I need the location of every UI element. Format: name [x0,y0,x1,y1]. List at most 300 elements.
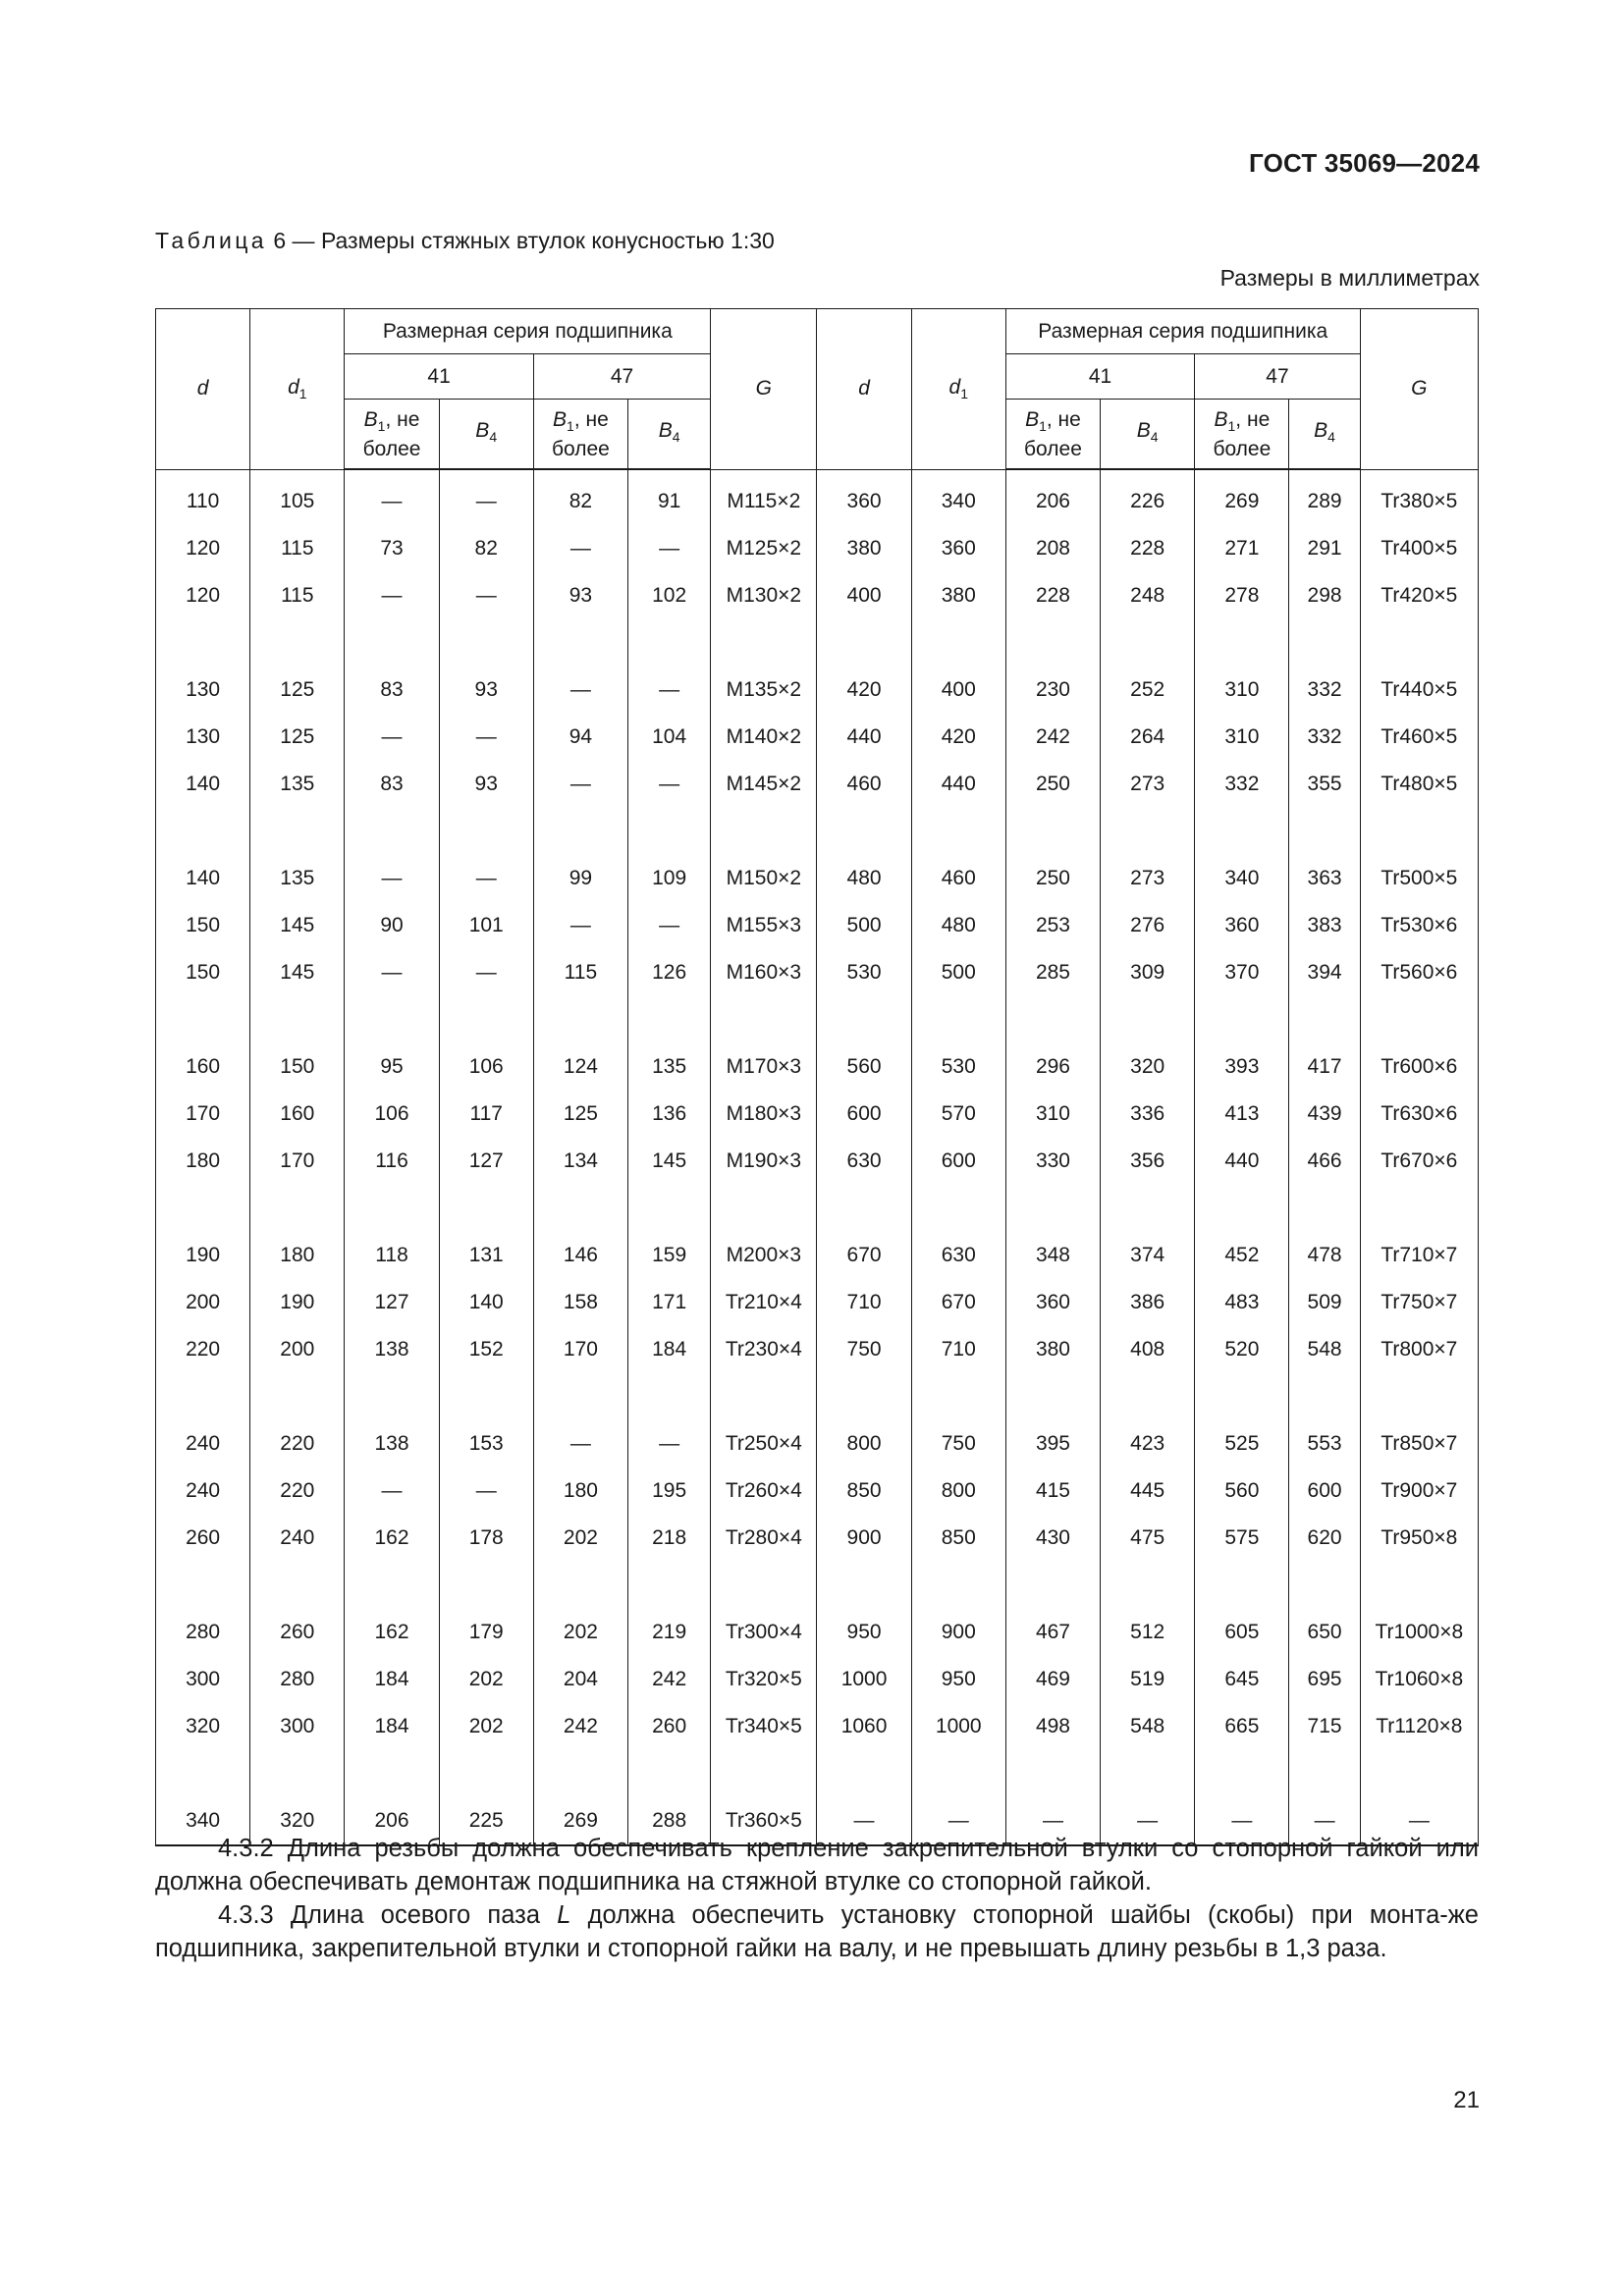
table-cell: 310 [1005,1091,1100,1138]
table-cell: 400 [911,667,1005,714]
table-cell: 162 [345,1515,439,1562]
spacer-cell [1005,1750,1100,1797]
table-cell: — [533,1420,627,1468]
table-cell: Tr500×5 [1360,855,1478,902]
col-header-series-47: 47 [1195,354,1360,400]
table-cell: 950 [911,1656,1005,1703]
table-cell: — [345,469,439,525]
table-cell: Tr1060×8 [1360,1656,1478,1703]
table-cell: 289 [1289,469,1360,525]
table-cell: 560 [817,1043,911,1091]
spacer-cell [911,1185,1005,1232]
table-title-text: 6 — Размеры стяжных втулок конусностью 1:30 [266,228,775,253]
table-cell: — [533,667,627,714]
spacer-cell [628,1750,711,1797]
table-cell: 228 [1005,572,1100,619]
spacer-cell [156,808,250,855]
table-cell: 288 [628,1797,711,1845]
spacer-cell [439,1185,533,1232]
table-cell: 269 [533,1797,627,1845]
page-number: 21 [1453,2087,1480,2113]
spacer-cell [1101,1373,1195,1420]
table-cell: 171 [628,1279,711,1326]
table-cell: 710 [817,1279,911,1326]
table-cell: 483 [1195,1279,1289,1326]
spacer-cell [817,1750,911,1797]
spacer-cell [628,996,711,1043]
table-row [156,1609,1479,1656]
col-header-series-47: 47 [533,354,710,400]
table-cell: 386 [1101,1279,1195,1326]
table-cell: 291 [1289,525,1360,572]
spacer-cell [1289,1562,1360,1609]
col-header-g: G [1360,309,1478,470]
table-cell: 105 [250,469,345,525]
table-cell: M145×2 [711,761,817,808]
spacer-cell [711,1373,817,1420]
spacer-cell [156,1373,250,1420]
table-cell: 310 [1195,667,1289,714]
spacer-cell [1101,1562,1195,1609]
spacer-cell [1101,996,1195,1043]
table-cell: 160 [156,1043,250,1091]
table-cell: 310 [1195,714,1289,761]
table-cell: 240 [156,1468,250,1515]
table-cell: 202 [533,1609,627,1656]
table-cell: 370 [1195,949,1289,996]
spacer-cell [439,996,533,1043]
table-cell: 374 [1101,1232,1195,1279]
spacer-cell [1289,996,1360,1043]
table-cell: Tr250×4 [711,1420,817,1468]
table-cell: 560 [1195,1468,1289,1515]
table-cell: — [345,572,439,619]
table-cell: 110 [156,469,250,525]
table-cell: 271 [1195,525,1289,572]
table-cell: — [628,1420,711,1468]
table-row [156,1515,1479,1562]
table-cell: — [1005,1797,1100,1845]
table-cell: 115 [250,572,345,619]
table-cell: 394 [1289,949,1360,996]
table-cell: M180×3 [711,1091,817,1138]
spacer-cell [817,619,911,667]
table-cell: — [817,1797,911,1845]
table-cell: 519 [1101,1656,1195,1703]
table-cell: 115 [533,949,627,996]
spacer-cell [628,1373,711,1420]
spacer-cell [711,808,817,855]
spacer-cell [1195,1562,1289,1609]
table-cell: 126 [628,949,711,996]
table-cell: 460 [817,761,911,808]
table-cell: — [345,949,439,996]
table-row [156,1656,1479,1703]
table-cell: 260 [156,1515,250,1562]
table-cell: 480 [817,855,911,902]
col-header-g: G [711,309,817,470]
col-header-series-41: 41 [345,354,533,400]
table-cell: 153 [439,1420,533,1468]
table-cell: — [628,667,711,714]
table-cell: Tr600×6 [1360,1043,1478,1091]
table-cell: M115×2 [711,469,817,525]
table-cell: 202 [439,1656,533,1703]
spacer-cell [1360,1373,1478,1420]
table-cell: 184 [628,1326,711,1373]
col-header-series: Размерная серия подшипника [1005,309,1360,354]
table-cell: 380 [911,572,1005,619]
table-cell: Tr440×5 [1360,667,1478,714]
spacer-cell [345,1185,439,1232]
table-cell: M150×2 [711,855,817,902]
spacer-cell [1005,1562,1100,1609]
table-cell: 162 [345,1609,439,1656]
table-cell: 475 [1101,1515,1195,1562]
table-cell: Tr340×5 [711,1703,817,1750]
table-row [156,1703,1479,1750]
spacer-cell [345,1373,439,1420]
spacer-cell [439,1750,533,1797]
table-cell: Tr400×5 [1360,525,1478,572]
table-cell: 380 [817,525,911,572]
table-cell: 130 [156,714,250,761]
paragraph-4-3-2: 4.3.2 Длина резьбы должна обеспечивать крепление закрепительной втулки со стопорной гайкой или должна обеспечивать демонтаж подшипника на стяжной втулке со стопорной гайкой. [155,1835,1479,1896]
table-cell: 850 [911,1515,1005,1562]
table-cell: Tr710×7 [1360,1232,1478,1279]
spacer-cell [533,1750,627,1797]
col-header-series: Размерная серия подшипника [345,309,711,354]
symbol-l: L [557,1901,571,1929]
table-cell: 280 [156,1609,250,1656]
table-cell: 83 [345,761,439,808]
table-cell: 135 [628,1043,711,1091]
table-cell: 253 [1005,902,1100,949]
table-cell: 360 [817,469,911,525]
table-cell: 94 [533,714,627,761]
spacer-cell [911,1750,1005,1797]
table-cell: M170×3 [711,1043,817,1091]
table-title-word: Таблица [155,228,267,253]
spacer-cell [439,1562,533,1609]
spacer-cell [817,996,911,1043]
spacer-cell [439,1373,533,1420]
col-header-b1: $B_1$, не более [533,400,627,470]
spacer-cell [533,1185,627,1232]
table-cell: 152 [439,1326,533,1373]
spacer-cell [533,808,627,855]
spacer-cell [1360,996,1478,1043]
spacer-cell [533,1562,627,1609]
table-cell: 430 [1005,1515,1100,1562]
table-cell: 95 [345,1043,439,1091]
spacer-cell [1195,1185,1289,1232]
table-cell: 423 [1101,1420,1195,1468]
table-cell: 140 [439,1279,533,1326]
spacer-cell [1005,996,1100,1043]
table-cell: 99 [533,855,627,902]
table-cell: — [533,525,627,572]
spacer-cell [156,619,250,667]
table-cell: 850 [817,1468,911,1515]
table-cell: 600 [817,1091,911,1138]
table-cell: Tr530×6 [1360,902,1478,949]
table-body [156,469,1479,1845]
spacer-cell [1360,808,1478,855]
table-cell: 125 [250,667,345,714]
group-spacer [156,996,1479,1043]
table-row [156,855,1479,902]
table-cell: — [533,902,627,949]
table-row [156,1420,1479,1468]
table-cell: 296 [1005,1043,1100,1091]
spacer-cell [911,619,1005,667]
spacer-cell [628,1185,711,1232]
table-cell: 383 [1289,902,1360,949]
group-spacer [156,1562,1479,1609]
col-header-b4: $B_4$ [628,400,711,470]
table-cell: Tr560×6 [1360,949,1478,996]
table-cell: 145 [250,902,345,949]
table-cell: Tr420×5 [1360,572,1478,619]
table-cell: M130×2 [711,572,817,619]
table-cell: 548 [1101,1703,1195,1750]
table-cell: 630 [911,1232,1005,1279]
spacer-cell [1101,619,1195,667]
table-cell: 360 [1005,1279,1100,1326]
table-cell: 900 [911,1609,1005,1656]
table-cell: 269 [1195,469,1289,525]
table-cell: 120 [156,572,250,619]
spacer-cell [156,1750,250,1797]
table-cell: 116 [345,1138,439,1185]
table-cell: 228 [1101,525,1195,572]
table-cell: 90 [345,902,439,949]
col-header-b1: $B_1$, не более [345,400,439,470]
table-cell: M155×3 [711,902,817,949]
spacer-cell [817,1562,911,1609]
table-cell: Tr950×8 [1360,1515,1478,1562]
table-cell: 180 [250,1232,345,1279]
group-spacer [156,1750,1479,1797]
table-cell: 125 [250,714,345,761]
table-cell: Tr1000×8 [1360,1609,1478,1656]
table-cell: — [1101,1797,1195,1845]
table-cell: 150 [250,1043,345,1091]
table-cell: 117 [439,1091,533,1138]
col-header-d: d [817,309,911,470]
table-cell: 102 [628,572,711,619]
table-cell: Tr260×4 [711,1468,817,1515]
table-cell: 650 [1289,1609,1360,1656]
spacer-cell [250,619,345,667]
table-row [156,1043,1479,1091]
table-cell: 202 [439,1703,533,1750]
col-header-b4: $B_4$ [1289,400,1360,470]
table-cell: — [345,855,439,902]
table-cell: 140 [156,761,250,808]
table-cell: Tr380×5 [1360,469,1478,525]
table-row [156,714,1479,761]
table-cell: — [1360,1797,1478,1845]
spacer-cell [250,808,345,855]
spacer-cell [628,1562,711,1609]
table-cell: 330 [1005,1138,1100,1185]
table-cell: 120 [156,525,250,572]
table-cell: 138 [345,1326,439,1373]
spacer-cell [156,1185,250,1232]
spacer-cell [1289,1750,1360,1797]
group-spacer [156,619,1479,667]
table-cell: 134 [533,1138,627,1185]
table-cell: Tr210×4 [711,1279,817,1326]
spacer-cell [250,1373,345,1420]
table-cell: — [439,572,533,619]
table-cell: 360 [1195,902,1289,949]
dimensions-table [155,308,1479,1846]
table-cell: 466 [1289,1138,1360,1185]
table-row [156,1138,1479,1185]
table-cell: 332 [1289,714,1360,761]
spacer-cell [1289,808,1360,855]
spacer-cell [533,619,627,667]
table-cell: 1000 [817,1656,911,1703]
table-cell: 553 [1289,1420,1360,1468]
table-cell: 467 [1005,1609,1100,1656]
table-cell: 348 [1005,1232,1100,1279]
table-cell: M190×3 [711,1138,817,1185]
table-cell: 225 [439,1797,533,1845]
table-cell: 600 [911,1138,1005,1185]
spacer-cell [1101,1750,1195,1797]
table-cell: Tr630×6 [1360,1091,1478,1138]
table-cell: 93 [533,572,627,619]
table-cell: 512 [1101,1609,1195,1656]
table-cell: 208 [1005,525,1100,572]
table-cell: 230 [1005,667,1100,714]
table-cell: 480 [911,902,1005,949]
spacer-cell [711,996,817,1043]
table-cell: Tr360×5 [711,1797,817,1845]
spacer-cell [711,1750,817,1797]
table-cell: 150 [156,902,250,949]
table-cell: 260 [628,1703,711,1750]
table-row [156,1468,1479,1515]
table-cell: 140 [156,855,250,902]
table-cell: — [439,714,533,761]
table-cell: 276 [1101,902,1195,949]
spacer-cell [817,808,911,855]
group-spacer [156,1185,1479,1232]
col-header-d: d [156,309,250,470]
table-cell: 184 [345,1656,439,1703]
table-cell: 670 [911,1279,1005,1326]
table-cell: 220 [250,1468,345,1515]
table-cell: Tr670×6 [1360,1138,1478,1185]
table-cell: 135 [250,855,345,902]
table-cell: 800 [911,1468,1005,1515]
table-cell: 160 [250,1091,345,1138]
table-cell: Tr1120×8 [1360,1703,1478,1750]
table-cell: 200 [156,1279,250,1326]
table-cell: 1060 [817,1703,911,1750]
table-cell: 202 [533,1515,627,1562]
spacer-cell [1101,808,1195,855]
table-cell: M140×2 [711,714,817,761]
table-cell: 340 [1195,855,1289,902]
table-cell: 93 [439,761,533,808]
spacer-cell [250,1750,345,1797]
table-cell: 242 [1005,714,1100,761]
table-row [156,1326,1479,1373]
table-cell: 309 [1101,949,1195,996]
spacer-cell [533,1373,627,1420]
table-cell: 82 [439,525,533,572]
spacer-cell [250,996,345,1043]
table-cell: 278 [1195,572,1289,619]
spacer-cell [1005,808,1100,855]
table-cell: — [533,761,627,808]
table-cell: 509 [1289,1279,1360,1326]
table-cell: 530 [911,1043,1005,1091]
table-cell: 336 [1101,1091,1195,1138]
table-cell: Tr230×4 [711,1326,817,1373]
table-cell: 195 [628,1468,711,1515]
table-cell: Tr850×7 [1360,1420,1478,1468]
table-cell: 145 [250,949,345,996]
table-cell: 93 [439,667,533,714]
table-cell: 170 [533,1326,627,1373]
table-cell: 145 [628,1138,711,1185]
col-header-d1: $d_1$ [911,309,1005,470]
spacer-cell [1005,1373,1100,1420]
table-cell: 750 [911,1420,1005,1468]
col-header-series-41: 41 [1005,354,1194,400]
table-cell: 109 [628,855,711,902]
table-cell: 605 [1195,1609,1289,1656]
table-cell: 575 [1195,1515,1289,1562]
table-cell: 204 [533,1656,627,1703]
table-cell: 570 [911,1091,1005,1138]
table-cell: 200 [250,1326,345,1373]
spacer-cell [817,1373,911,1420]
table-cell: 131 [439,1232,533,1279]
table-cell: 478 [1289,1232,1360,1279]
paragraph-4-3-3: 4.3.3 Длина осевого паза L должна обеспечить установку стопорной шайбы (скобы) при монта-же подшипника, закрепительной втулки и стопорной гайки на валу, и не превышать длину резьбы в 1,3 раза. [155,1901,1479,1962]
table-cell: 220 [250,1420,345,1468]
table-cell: 395 [1005,1420,1100,1468]
table-cell: M125×2 [711,525,817,572]
table-cell: 73 [345,525,439,572]
table-cell: 439 [1289,1091,1360,1138]
table-cell: 300 [156,1656,250,1703]
table-cell: 226 [1101,469,1195,525]
table-cell: 280 [250,1656,345,1703]
table-cell: 242 [628,1656,711,1703]
table-row [156,572,1479,619]
table-cell: 82 [533,469,627,525]
table-cell: 178 [439,1515,533,1562]
table-row [156,949,1479,996]
table-cell: 530 [817,949,911,996]
table-cell: 500 [911,949,1005,996]
spacer-cell [345,808,439,855]
spacer-cell [911,996,1005,1043]
table-cell: 320 [156,1703,250,1750]
table-cell: 710 [911,1326,1005,1373]
table-cell: 440 [1195,1138,1289,1185]
table-cell: 695 [1289,1656,1360,1703]
